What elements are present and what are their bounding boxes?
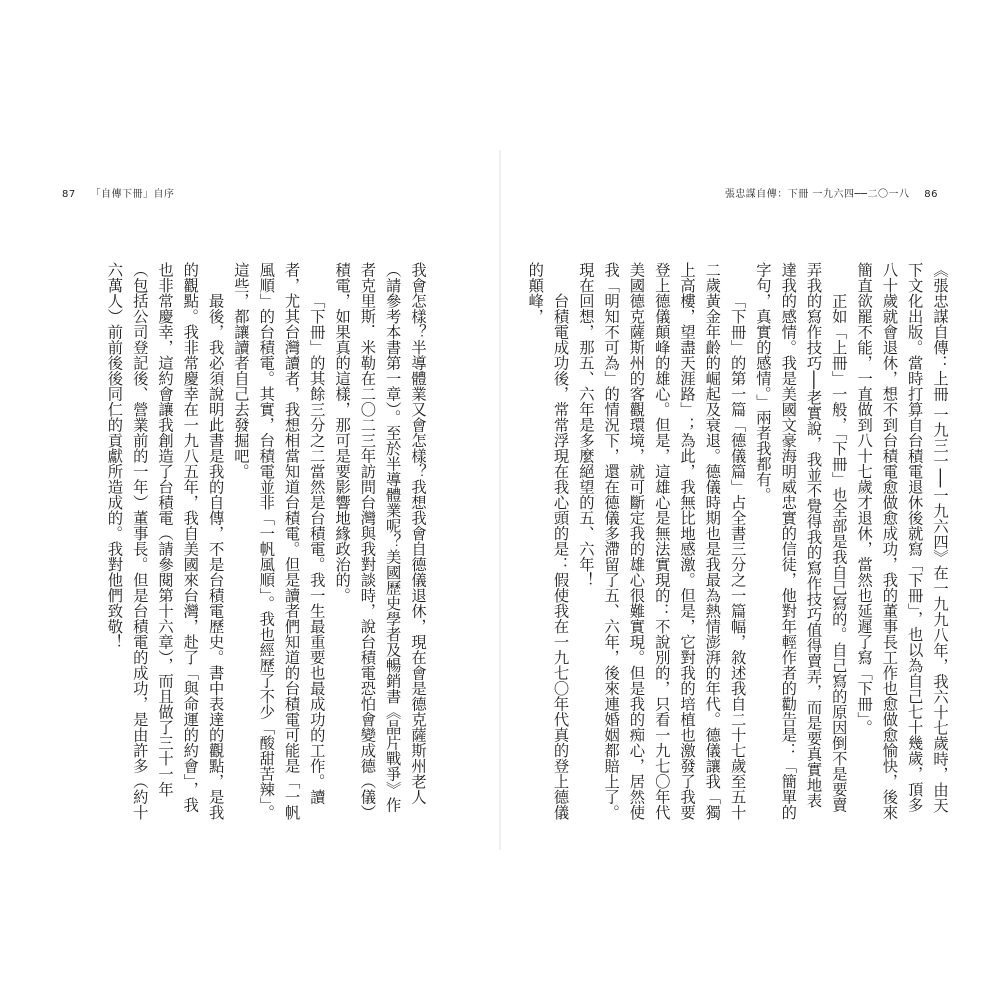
paragraph: 「下冊」的第一篇「德儀篇」占全書三分之一篇幅，敘述我自二十七歲至五十二歲黃金年齡的崛起及衰退。德儀時期也是我最為熱情澎湃的年代。德儀讓我「獨上高樓，望盡天涯路」；為此，我無比地感激。但是，它對我的培植也激發了我要登上德儀顛峰的雄心。但是，這雄心是無法實現的：不說別的，只看一九七〇年代美國德克薩斯州的客觀環境，就可斷定我的雄心很難實現。但是我的痴心，居然使我「明知不可為」的情況下，還在德儀多滯留了五、六年，後來連婚姻都賠上了。現在回想，那五、六年是多麼絕望的五、六年！ bbox=[576, 262, 747, 820]
paragraph: 正如「上冊」一般，「下冊」也全部是我自己寫的。自己寫的原因倒不是要賣弄我的寫作技巧──老實說，我並不覺得我的寫作技巧值得賣弄，而是要真實地表達我的感情。我是美國文豪海明威忠實的信徒，他對年輕作者的勸告是：「簡單的字句，真實的感情。」兩者我都有。 bbox=[753, 262, 848, 820]
right-page-number: 86 bbox=[924, 189, 938, 200]
left-page-header bbox=[62, 185, 174, 200]
right-running-title: 張忠謀自傳：下冊 一九六四──二〇一八 bbox=[724, 189, 910, 200]
paragraph-lead: 《張忠謀自傳：上冊 一九三一──一九六四》在一九九八年，我六十七歲時，由天下文 bbox=[905, 262, 949, 813]
right-page-body bbox=[526, 262, 952, 822]
right-page-header bbox=[725, 185, 938, 200]
left-page-body bbox=[105, 262, 430, 822]
paragraph: 台積電成功後，常常浮現在我心頭的是：假使我在一九七〇年代真的登上德儀的顛峰， bbox=[526, 262, 570, 820]
paragraph: 最後，我必須說明此書是我的自傳，不是台積電歷史。書中表達的觀點，是我的觀點。我非常慶幸在一九八五年，我自美國來台灣，赴了「與命運的約會」，我也非常慶幸，這約會讓我創造了台積電（請參閱第十六章），而且做了三十一年（包括公司登記後、營業前的一年）董事長。但是台積電的成功，是由許多（約十六萬人）前前後後同仁的貢獻所造成的。我對他們致敬！ bbox=[105, 262, 225, 820]
left-page-number: 87 bbox=[62, 189, 76, 200]
paragraph bbox=[851, 262, 952, 822]
paragraph: 我會怎樣？半導體業又會怎樣？我想我會自德儀退休，現在會是德克薩斯州老人（請參考本書第一章）。至於半導體業呢？美國歷史學者及暢銷書《晶片戰爭》作者克里斯．米勒在二〇二三年訪問台灣與我對談時，說台積電恐怕會變成德（儀）積電，如果真的這樣，那可是要影響地緣政治的。 bbox=[333, 262, 427, 820]
right-page bbox=[500, 0, 1000, 1000]
paragraph: 「下冊」的其餘三分之二當然是台積電。我一生最重要也最成功的工作。讀者，尤其台灣讀者，我想相當知道台積電。但是讀者們知道的台積電可能是「一帆風順」的台積電。其實，台積電並非「一帆風順」。我也經歷了不少「酸甜苦辣」。這些，都讓讀者自己去發掘吧。 bbox=[231, 262, 326, 821]
left-running-title: 「自傳下冊」自序 bbox=[90, 189, 175, 200]
paragraph-rest: 化出版。當時打算自台積電退休後就寫「下冊」，也以為自己七十幾歲，頂多八十歲就會退休，想不到台積電愈做愈成功，我的董事長工作也愈做愈愉快，後來簡直欲罷不能，一直做到八十七歲才退休，當然也延遲了寫「下冊」。 bbox=[855, 262, 924, 820]
